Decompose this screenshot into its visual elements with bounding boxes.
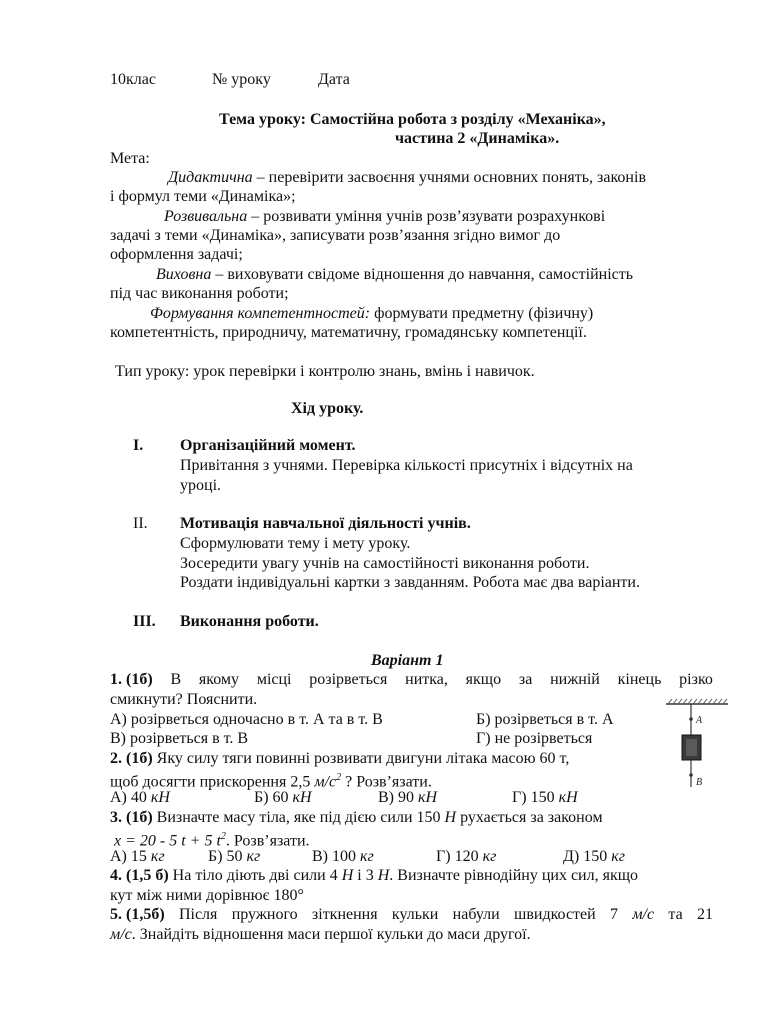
section-2-line-3: Роздати індивідуальні картки з завданням. Робота має два варіанти.	[180, 574, 640, 591]
goal-developmental-text: – розвивати уміння учнів розв’язувати розрахункові	[247, 208, 606, 225]
question-1-line-1	[110, 670, 713, 690]
q1-word: якому	[198, 671, 240, 688]
question-1-option-b: Б) розірветься в т. А	[476, 711, 614, 728]
question-3-option-b: Б) 50 кг	[208, 848, 261, 865]
motion-equation: x = 20 - 5 t + 5 t	[114, 832, 221, 850]
question-3-option-e: Д) 150 кг	[563, 848, 625, 865]
lesson-type: Тип уроку: урок перевірки і контролю знань, вмінь і навичок.	[115, 363, 535, 380]
q1-word: якщо	[465, 671, 502, 688]
topic-line-1: Тема уроку: Самостійна робота з розділу «Механіка»,	[219, 111, 606, 128]
goal-educational-line-2: під час виконання роботи;	[110, 285, 289, 302]
section-1-line-2: уроці.	[180, 477, 222, 494]
question-4-line-2: кут між ними дорівнює 180°	[110, 887, 304, 904]
goal-didactic-line-2: і формул теми «Динаміка»;	[110, 188, 296, 205]
date-label: Дата	[318, 71, 350, 88]
section-2-line-1: Сформулювати тему і мету уроку.	[180, 535, 411, 552]
topic-line-2: частина 2 «Динаміка».	[395, 130, 560, 147]
goal-developmental-line-3: оформлення задачі;	[110, 246, 243, 263]
goal-educational-label: Виховна	[156, 266, 212, 283]
goal-educational	[156, 265, 633, 285]
question-2-number: 2. (1б)	[110, 750, 153, 767]
section-2-line-2: Зосередити увагу учнів на самостійності виконання роботи.	[180, 555, 590, 572]
question-3-option-d: Г) 120 кг	[436, 848, 497, 865]
question-2-line-1	[110, 749, 569, 769]
point-a-marker	[689, 717, 693, 721]
lesson-number-label: № уроку	[212, 71, 271, 88]
question-5-line-2: м/с. Знайдіть відношення маси першої кульки до маси другої.	[110, 926, 531, 943]
q5-word: набули	[452, 906, 500, 923]
thread-block-figure	[660, 695, 730, 790]
question-3-option-c: В) 100 кг	[312, 848, 374, 865]
q1-word: В	[170, 671, 182, 688]
q5-word: 7	[610, 906, 619, 923]
q5-word: кульки	[391, 906, 439, 923]
block-highlight	[686, 739, 697, 756]
question-4-number: 4. (1,5 б)	[110, 867, 169, 884]
section-3-number: III.	[133, 613, 156, 630]
question-3-line-1: 3. (1б) Визначте масу тіла, яке під дією сили 150 Н рухається за законом	[110, 809, 603, 826]
question-2-option-b: Б) 60 кН	[254, 789, 312, 806]
q1-word: розірветься	[309, 671, 388, 688]
section-1-title: Організаційний момент.	[180, 437, 356, 454]
question-5-line-1	[110, 905, 713, 925]
q5-word: швидкостей	[514, 906, 596, 923]
q1-word: місці	[256, 671, 292, 688]
question-1-number: 1. (1б)	[110, 671, 153, 688]
question-2-line-2: щоб досягти прискорення 2,5 $м/с^2$ ? Розв’язати.	[110, 772, 432, 791]
point-b-label: B	[696, 777, 703, 788]
q1-word: нижній	[550, 671, 600, 688]
q5-word: пружного	[231, 906, 298, 923]
q5-word: зіткнення	[311, 906, 378, 923]
variant-title: Варіант 1	[371, 652, 444, 669]
section-1-line-1: Привітання з учнями. Перевірка кількості присутніх і відсутніх на	[180, 457, 633, 474]
goal-developmental-label: Розвивальна	[164, 208, 248, 225]
goal-competence-label: Формування компетентностей:	[150, 305, 371, 322]
goal-didactic-label: Дидактична	[168, 169, 253, 186]
section-1-number: I.	[133, 437, 144, 454]
q5-word: м/с	[632, 906, 655, 923]
q5-word: 21	[696, 906, 713, 923]
goal-competence-text: формувати предметну (фізичну)	[370, 305, 594, 322]
question-3-option-a: А) 15 кг	[110, 848, 165, 865]
procedure-heading: Хід уроку.	[291, 400, 364, 417]
q1-word: різко	[679, 671, 713, 688]
question-2-text: Яку силу тяги повинні розвивати двигуни літака масою 60 т,	[152, 750, 570, 767]
question-1-option-d: Г) не розірветься	[476, 730, 593, 747]
question-1-option-c: В) розірветься в т. В	[110, 730, 249, 747]
q5-word: та	[668, 906, 683, 923]
q1-word: нитка,	[405, 671, 448, 688]
question-2-option-d: Г) 150 кН	[512, 789, 578, 806]
point-a-label: A	[696, 715, 703, 726]
question-1-option-a: А) розірветься одночасно в т. А та в т. В	[110, 711, 383, 728]
goal-didactic	[168, 168, 646, 188]
question-2-option-c: В) 90 кН	[378, 789, 438, 806]
goal-educational-text: – виховувати свідоме відношення до навчання, самостійність	[211, 266, 634, 283]
question-2-option-a: А) 40 кН	[110, 789, 170, 806]
goal-competence-line-2: компетентність, природничу, математичну, громадянську компетенції.	[110, 324, 587, 341]
goal-developmental-line-2: задачі з теми «Динаміка», записувати розв’язання згідно вимог до	[110, 227, 561, 244]
question-3-number: 3. (1б)	[110, 809, 153, 826]
section-2-number: II.	[133, 515, 148, 532]
goal-didactic-text: – перевірити засвоєння учнями основних понять, законів	[252, 169, 646, 186]
q1-word: кінець	[617, 671, 662, 688]
section-2-title: Мотивація навчальної діяльності учнів.	[180, 515, 471, 532]
goals-heading: Мета:	[110, 150, 150, 167]
goal-developmental	[164, 207, 605, 227]
section-3-title: Виконання роботи.	[180, 613, 319, 630]
q5-word: Після	[178, 906, 218, 923]
question-3-line-2: x = 20 - 5 t + 5 $t^2$. Розв’язати.	[114, 831, 310, 850]
point-b-marker	[689, 773, 693, 777]
question-4-line-1: 4. (1,5 б) На тіло діють дві сили 4 Н і 3 Н. Визначте рівнодійну цих сил, якщо	[110, 867, 639, 884]
grade-label: 10клас	[110, 71, 156, 88]
q1-word: за	[518, 671, 533, 688]
question-5-number: 5. (1,5б)	[110, 906, 165, 923]
goal-competence	[150, 304, 593, 324]
question-1-line-2: смикнути? Пояснити.	[110, 691, 258, 708]
